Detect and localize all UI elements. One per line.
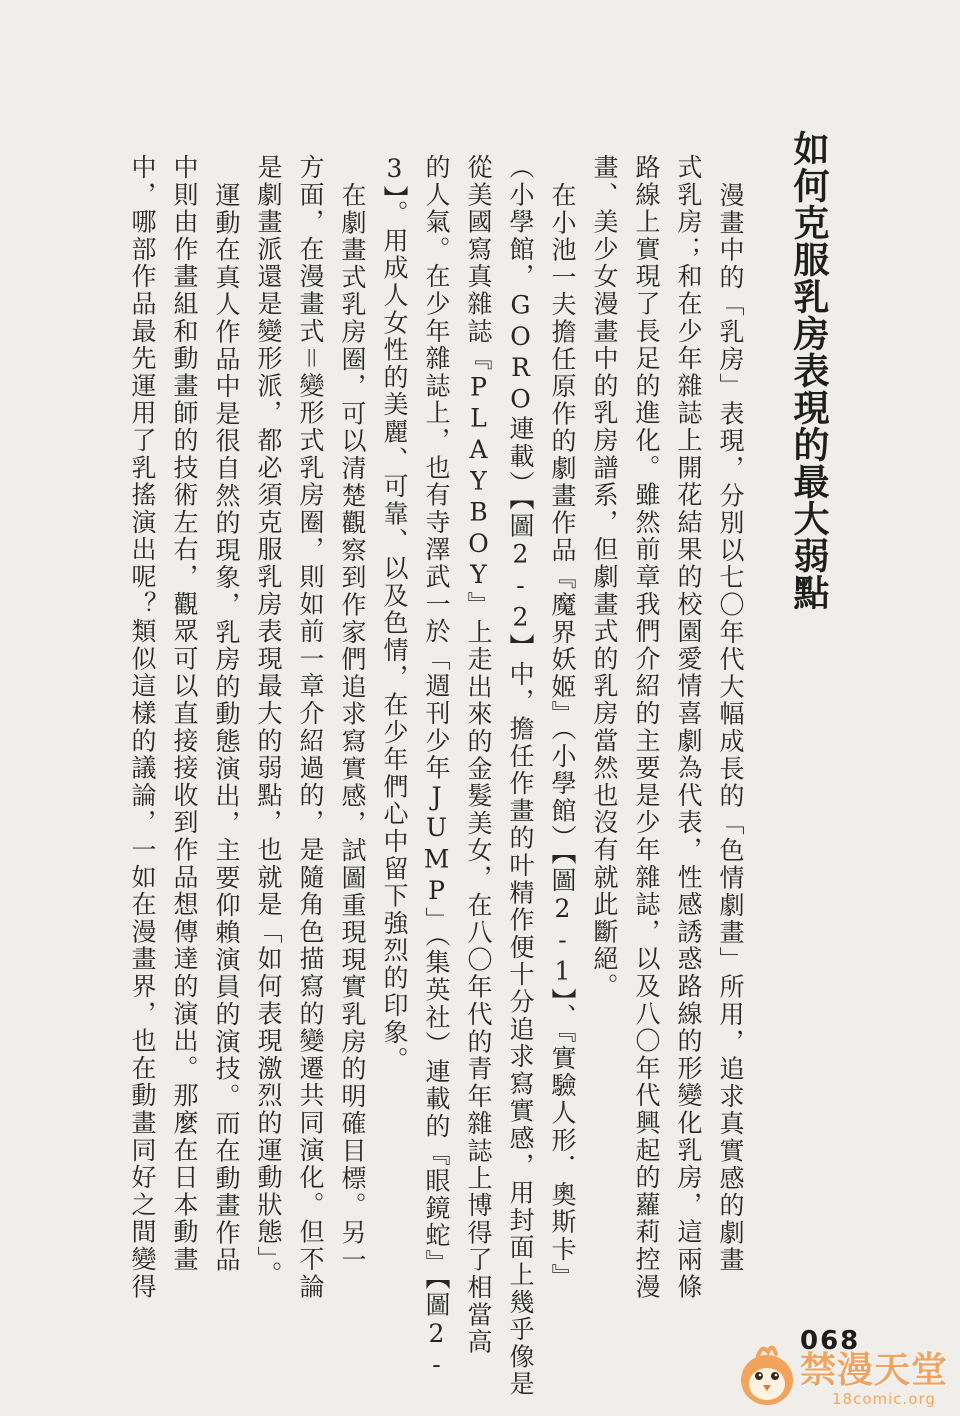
bird-mascot-icon <box>736 1340 798 1410</box>
section-title: 如何克服乳房表現的最大弱點 <box>788 130 829 611</box>
text-column: 路線上實現了長足的進化。雖然前章我們介紹的主要是少年雜誌，以及八〇年代興起的蘿莉控漫 <box>632 154 661 1301</box>
text-column: 是劇畫派還是變形派，都必須克服乳房表現最大的弱點，也就是「如何表現激烈的運動狀態」。 <box>254 154 283 1289</box>
text-column: 運動在真人作品中是很自然的現象，乳房的動態演出，主要仰賴演員的演技。而在動畫作品 <box>212 182 241 1274</box>
text-column: 的人氣。在少年雜誌上，也有寺澤武一於「週刊少年JUMP」（集英社）連載的『眼鏡蛇』【圖2- <box>422 154 451 1382</box>
text-column: （小學館，GORO連載）【圖2-2】中，擔任作畫的叶精作便十分追求寫實感，用封面上幾乎像是 <box>506 154 535 1398</box>
site-watermark <box>730 1338 955 1416</box>
text-column: 中則由作畫組和動畫師的技術左右，觀眾可以直接接收到作品想傳達的演出。那麼在日本動畫 <box>170 154 199 1274</box>
watermark-name: 禁漫天堂 <box>800 1350 949 1391</box>
text-column: 方面，在漫畫式＝變形式乳房圈，則如前一章介紹過的，是隨角色描寫的變遷共同演化。但不論 <box>296 154 325 1301</box>
text-column: 式乳房；和在少年雜誌上開花結果的校園愛情喜劇為代表，性感誘惑路線的形變化乳房，這兩條 <box>674 154 703 1301</box>
text-column: 從美國寫真雜誌『PLAYBOY』上走出來的金髮美女，在八〇年代的青年雜誌上博得了相當高 <box>464 154 493 1356</box>
text-column: 在小池一夫擔任原作的劇畫作品『魔界妖姬』（小學館）【圖2-1】、『實驗人形．奧斯卡』 <box>548 182 577 1291</box>
text-column: 畫、美少女漫畫中的乳房譜系，但劇畫式的乳房當然也沒有就此斷絕。 <box>590 154 619 1001</box>
watermark-url: 18comic.org <box>832 1390 936 1408</box>
text-column: 中，哪部作品最先運用了乳搖演出呢？類似這樣的議論，一如在漫畫界，也在動畫同好之間變得 <box>128 154 157 1301</box>
text-column: 在劇畫式乳房圈，可以清楚觀察到作家們追求寫實感，試圖重現現實乳房的明確目標。另一 <box>338 182 367 1274</box>
text-column: 漫畫中的「乳房」表現，分別以七〇年代大幅成長的「色情劇畫」所用，追求真實感的劇畫 <box>716 182 745 1274</box>
page-number: 068 <box>800 1326 861 1356</box>
text-column: 3】。用成人女性的美麗、可靠、以及色情，在少年們心中留下強烈的印象。 <box>380 154 409 1074</box>
